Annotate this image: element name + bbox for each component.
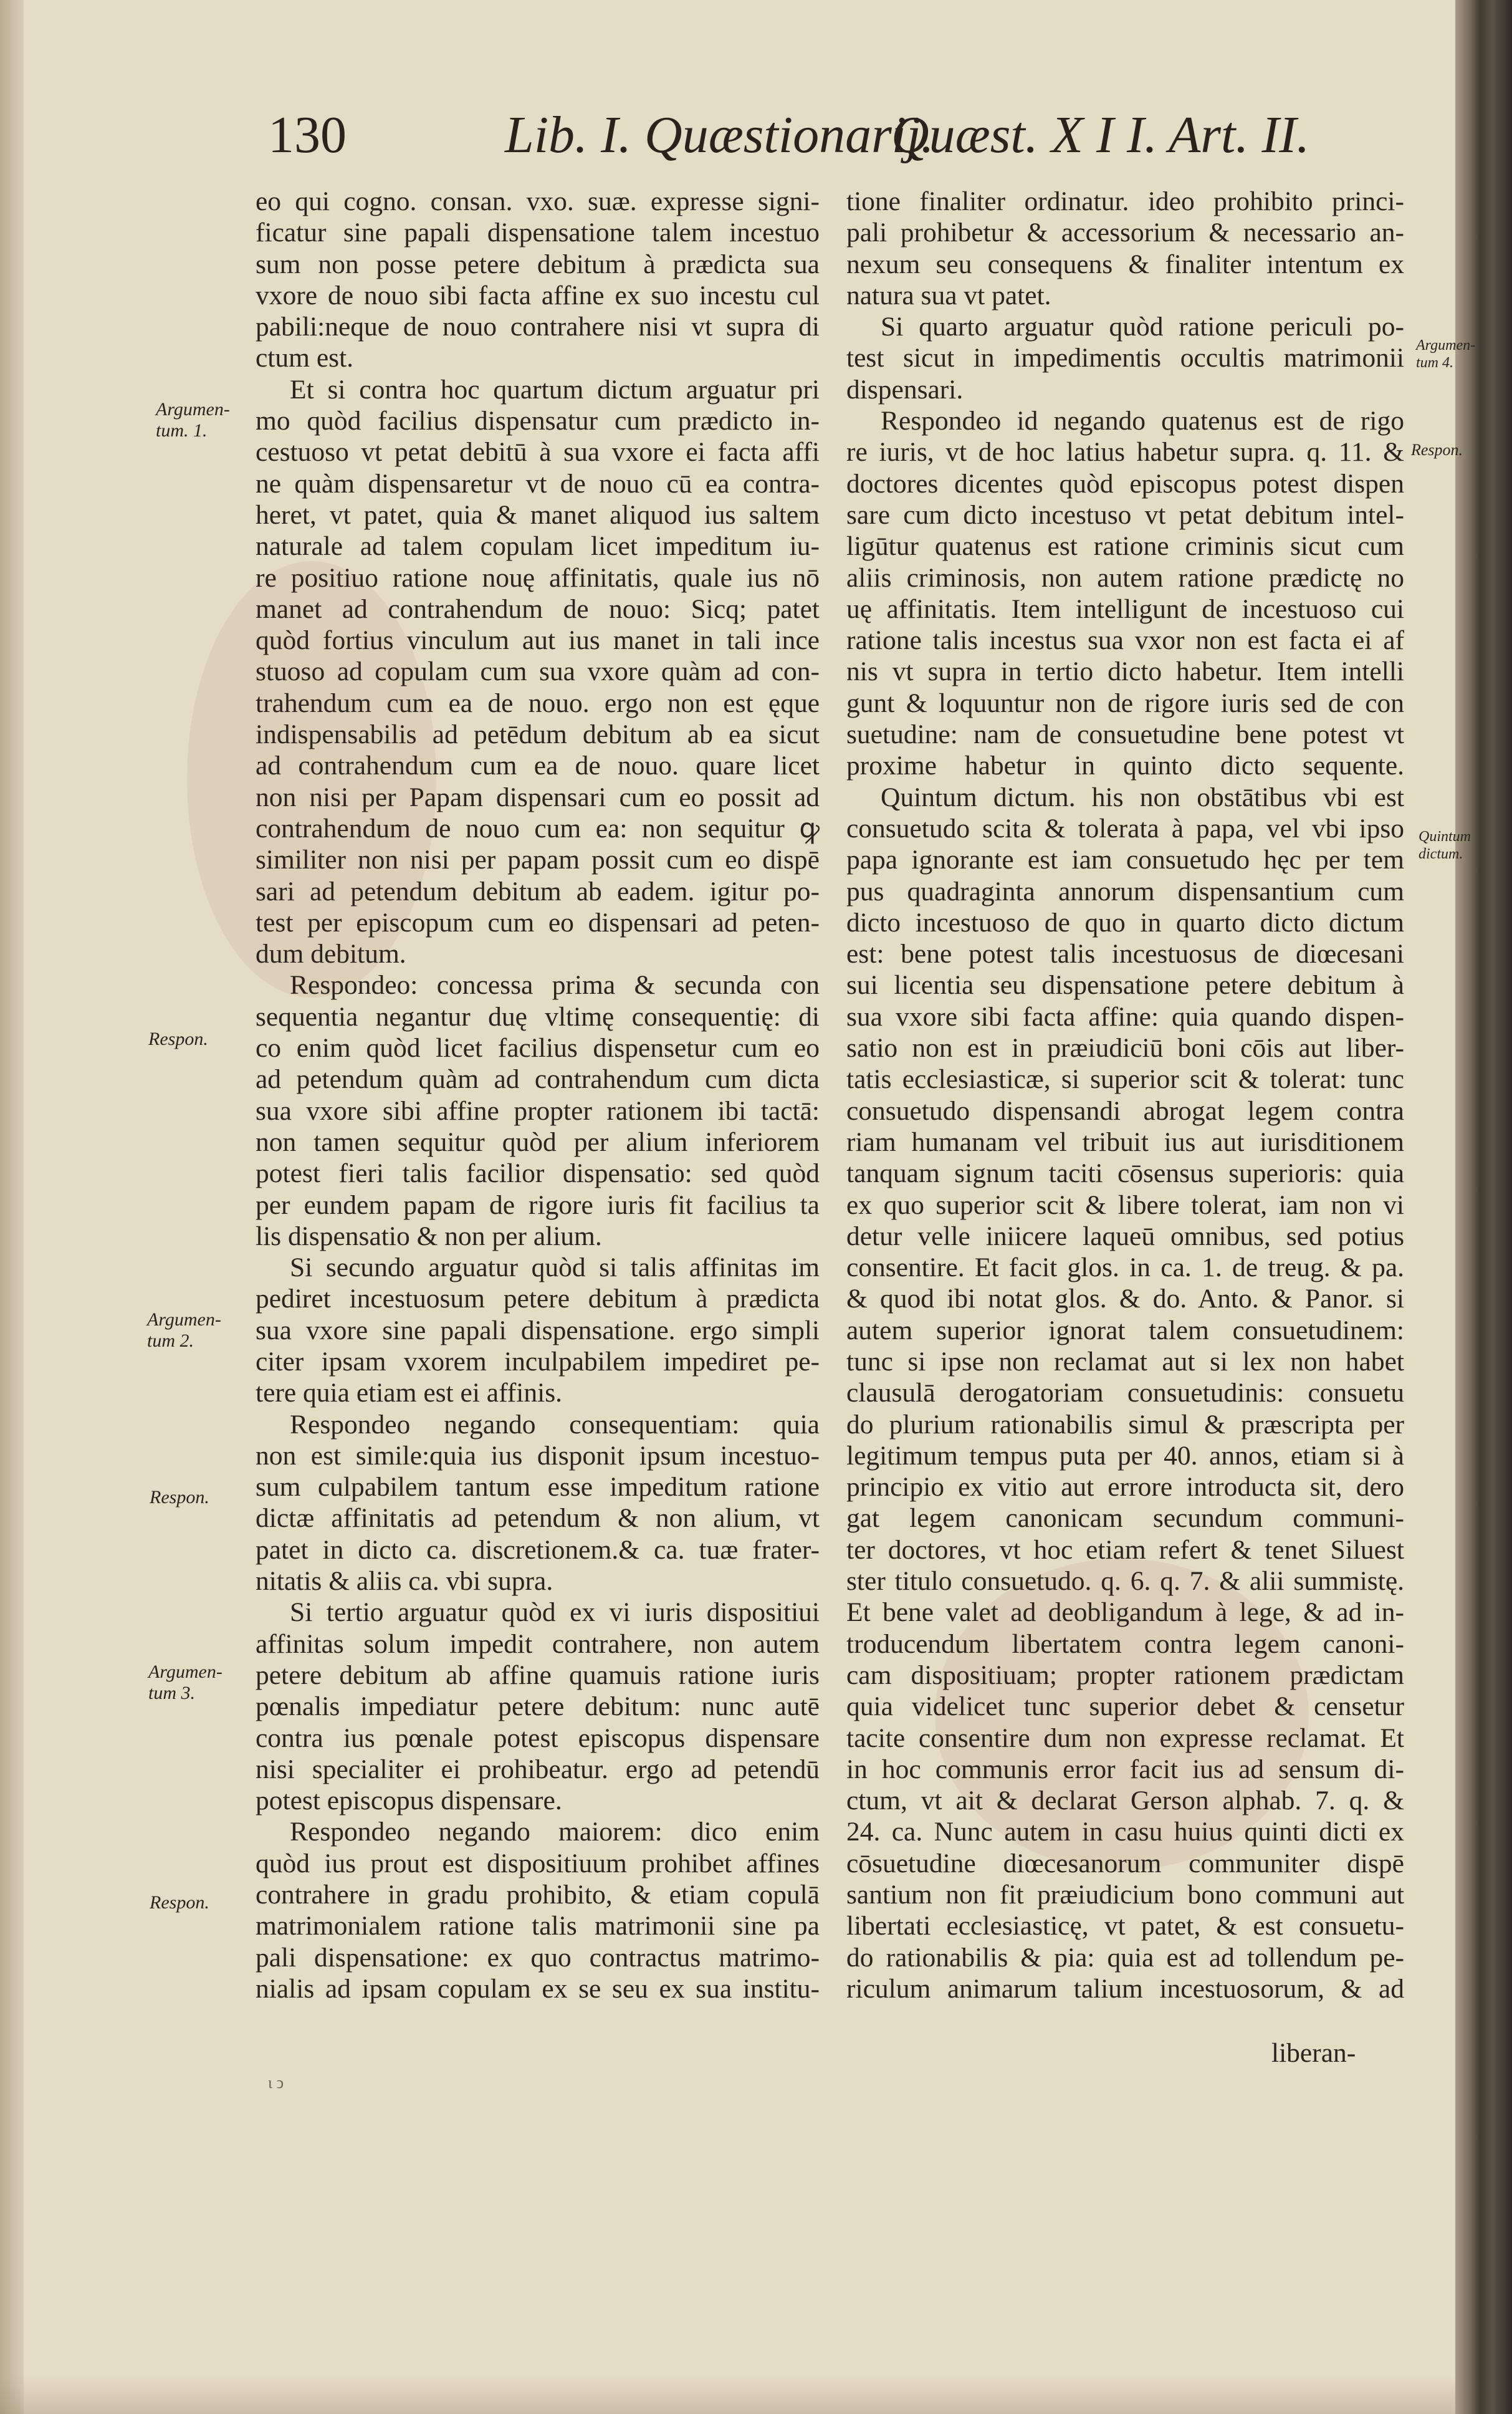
running-head-question: Quæst. X I I. bbox=[891, 106, 1157, 164]
text-line: uę affinitatis. Item intelligunt de incestuoso cui bbox=[846, 594, 1404, 624]
text-line: nitatis & aliis ca. vbi supra. bbox=[256, 1566, 553, 1597]
text-line: ster titulo consuetudo. q. 6. q. 7. & alii summistę. bbox=[846, 1566, 1404, 1597]
text-line: tanquam signum taciti cōsensus superioris: quia bbox=[846, 1158, 1404, 1189]
text-line: non nisi per Papam dispensari cum eo possit ad bbox=[256, 782, 820, 812]
text-line: pus quadraginta annorum dispensantium cum bbox=[846, 876, 1404, 906]
text-line: quòd ius prout est dispositiuum prohibet affines bbox=[256, 1848, 820, 1878]
text-line: riculum animarum talium incestuosorum, & ad bbox=[846, 1973, 1404, 2004]
text-line: 24. ca. Nunc autem in casu huius quinti dicti ex bbox=[846, 1817, 1404, 1847]
text-line: ligūtur quatenus est ratione criminis sicut cum bbox=[846, 531, 1404, 562]
running-head-book: Lib. I. Quæstionarij. bbox=[505, 106, 934, 164]
text-line: pœnalis impediatur petere debitum: nunc autē bbox=[256, 1691, 820, 1722]
page-bottom-shadow bbox=[0, 2377, 1455, 2414]
margin-note-argument-3: Argumen- tum 3. bbox=[148, 1661, 222, 1703]
text-line: potest episcopus dispensare. bbox=[256, 1786, 562, 1816]
text-line: ctum, vt ait & declarat Gerson alphab. 7. q. & bbox=[846, 1786, 1404, 1816]
text-line: est: bene potest talis incestuosus de diœcesani bbox=[846, 939, 1404, 969]
margin-note-argument-4: Argumen- tum 4. bbox=[1416, 337, 1476, 371]
text-line: Si tertio arguatur quòd ex vi iuris dispositiui bbox=[290, 1597, 820, 1628]
text-line: riam humanam vel tribuit ius aut iurisditionem bbox=[846, 1127, 1404, 1157]
text-line: cōsuetudine diœcesanorum communiter dispē bbox=[846, 1848, 1404, 1878]
text-line: indispensabilis ad petēdum debitum ab ea sicut bbox=[256, 719, 820, 750]
text-line: mo quòd facilius dispensatur cum prædicto in- bbox=[256, 406, 820, 436]
text-line: consuetudo dispensandi abrogat legem contra bbox=[846, 1095, 1404, 1126]
text-line: contra ius pœnale potest episcopus dispensare bbox=[256, 1723, 820, 1753]
running-head bbox=[268, 105, 1328, 180]
text-line: Quintum dictum. his non obstātibus vbi est bbox=[881, 782, 1404, 812]
text-line: patet in dicto ca. discretionem.& ca. tuæ frater- bbox=[256, 1534, 820, 1565]
text-line: consuetudo scita & tolerata à papa, vel vbi ipso bbox=[846, 813, 1404, 844]
text-line: potest fieri talis facilior dispensatio: sed quòd bbox=[256, 1158, 820, 1189]
text-line: ne quàm dispensaretur vt de nouo cū ea contra- bbox=[256, 468, 820, 499]
text-line: gunt & loquuntur non de rigore iuris sed de con bbox=[846, 688, 1404, 718]
text-line: tunc si ipse non reclamat aut si lex non habet bbox=[846, 1346, 1404, 1377]
text-line: Si quarto arguatur quòd ratione periculi po- bbox=[881, 312, 1404, 342]
catchword: liberan- bbox=[1271, 2038, 1356, 2068]
text-line: quòd fortius vinculum aut ius manet in tali ince bbox=[256, 625, 820, 656]
text-line: tatis ecclesiasticæ, si superior scit & tolerat: tunc bbox=[846, 1064, 1404, 1095]
text-line: proxime habetur in quinto dicto sequente. bbox=[846, 751, 1404, 781]
text-line: ad petendum quàm ad contrahendum cum dicta bbox=[256, 1064, 820, 1095]
text-line: petere debitum ab affine quamuis ratione iuris bbox=[256, 1660, 820, 1690]
text-line: legitimum tempus puta per 40. annos, etiam si à bbox=[846, 1440, 1404, 1471]
text-line: principio ex vitio aut errore introducta sit, dero bbox=[846, 1472, 1404, 1503]
text-line: eo qui cogno. consan. vxo. suæ. expresse signi- bbox=[256, 186, 820, 216]
text-line: tacite consentire dum non expresse reclamat. Et bbox=[846, 1723, 1404, 1753]
page-number: 130 bbox=[268, 106, 347, 164]
text-line: in hoc communis error facit ius ad sensum di- bbox=[846, 1754, 1404, 1784]
text-line: contrahere in gradu prohibito, & etiam copulā bbox=[256, 1880, 820, 1910]
text-line: stuoso ad copulam cum sua vxore quàm ad con- bbox=[256, 656, 820, 687]
text-line: autem superior ignorat talem consuetudinem: bbox=[846, 1315, 1404, 1345]
text-line: satio non est in præiudiciū boni cōis aut liber- bbox=[846, 1033, 1404, 1064]
text-line: papa ignorante est iam consuetudo hęc per tem bbox=[846, 845, 1404, 875]
text-line: troducendum libertatem contra legem canoni- bbox=[846, 1628, 1404, 1659]
text-line: ad contrahendum cum ea de nouo. quare licet bbox=[256, 751, 820, 781]
text-line: dictæ affinitatis ad petendum & non alium, vt bbox=[256, 1503, 820, 1534]
text-line: affinitas solum impedit contrahere, non autem bbox=[256, 1628, 820, 1659]
text-line: test sicut in impedimentis occultis matrimonii bbox=[846, 343, 1404, 373]
text-line: ctum est. bbox=[256, 343, 354, 373]
text-line: nis vt supra in tertio dicto habetur. Item intelli bbox=[846, 656, 1404, 687]
text-line: pali prohibetur & accessorium & necessario an- bbox=[846, 218, 1404, 248]
text-line: ficatur sine papali dispensatione talem incestuo bbox=[256, 218, 820, 248]
text-line: lis dispensatio & non per alium. bbox=[256, 1221, 602, 1251]
text-line: heret, vt patet, quia & manet aliquod ius saltem bbox=[256, 499, 820, 530]
text-line: clausulā derogatoriam consuetudinis: consuetu bbox=[846, 1378, 1404, 1408]
text-line: vxore de nouo sibi facta affine ex suo incestu cul bbox=[256, 280, 820, 310]
text-line: contrahendum de nouo cum ea: non sequitur ꝙ bbox=[256, 813, 820, 844]
text-line: per eundem papam de rigore iuris fit facilius ta bbox=[256, 1190, 820, 1220]
text-column-left bbox=[256, 186, 820, 2004]
text-line: dicto incestuoso de quo in quarto dicto dictum bbox=[846, 907, 1404, 938]
text-line: ter doctores, vt hoc etiam refert & tenet Siluest bbox=[846, 1534, 1404, 1565]
text-line: sua vxore sine papali dispensatione. ergo simpli bbox=[256, 1315, 820, 1345]
text-line: santium non fit præiudicium bono communi aut bbox=[846, 1880, 1404, 1910]
text-line: Respondeo id negando quatenus est de rigo bbox=[881, 406, 1404, 436]
text-line: sari ad petendum debitum ab eadem. igitur po- bbox=[256, 876, 820, 906]
margin-note-response: Respon. bbox=[148, 1029, 208, 1049]
text-line: aliis criminosis, non autem ratione prædictę no bbox=[846, 562, 1404, 593]
text-line: do rationabilis & pia: quia est ad tollendum pe- bbox=[846, 1942, 1404, 1973]
text-line: dispensari. bbox=[846, 374, 964, 405]
text-line: manet ad contrahendum de nouo: Sicq; patet bbox=[256, 594, 820, 624]
text-line: dum debitum. bbox=[256, 939, 406, 969]
text-line: Et bene valet ad deobligandum à lege, & ad in- bbox=[846, 1597, 1404, 1628]
margin-note-response: Respon. bbox=[150, 1892, 209, 1913]
text-line: sum culpabilem tantum esse impeditum ratione bbox=[256, 1472, 820, 1503]
text-line: & quod ibi notat glos. & do. Anto. & Panor. si bbox=[846, 1284, 1404, 1314]
text-line: sua vxore sibi facta affine: quia quando dispen- bbox=[846, 1001, 1404, 1032]
text-line: non est simile:quia ius disponit ipsum incestuo- bbox=[256, 1440, 820, 1471]
text-line: detur velle iniicere laqueū omnibus, sed potius bbox=[846, 1221, 1404, 1251]
text-line: pali dispensatione: ex quo contractus matrimo- bbox=[256, 1942, 820, 1973]
margin-note-argument-1: Argumen- tum. 1. bbox=[156, 399, 230, 441]
text-line: sui licentia seu dispensatione petere debitum à bbox=[846, 970, 1404, 1001]
text-line: pediret incestuosum petere debitum à prædicta bbox=[256, 1284, 820, 1314]
text-line: nexum seu consequens & finaliter intentum ex bbox=[846, 249, 1404, 279]
margin-note-argument-2: Argumen- tum 2. bbox=[147, 1309, 221, 1351]
text-line: sum non posse petere debitum à prædicta sua bbox=[256, 249, 820, 279]
text-line: quia videlicet tunc superior debet & censetur bbox=[846, 1691, 1404, 1722]
text-line: libertati ecclesiasticę, vt patet, & est consuetu- bbox=[846, 1911, 1404, 1941]
text-line: Si secundo arguatur quòd si talis affinitas im bbox=[290, 1253, 820, 1283]
text-line: cam dispositiuam; propter rationem prædictam bbox=[846, 1660, 1404, 1690]
text-line: gat legem canonicam secundum communi- bbox=[846, 1503, 1404, 1534]
margin-note-response: Respon. bbox=[150, 1487, 209, 1508]
text-line: similiter non nisi per papam possit cum eo dispē bbox=[256, 845, 820, 875]
text-line: Respondeo: concessa prima & secunda con bbox=[290, 970, 820, 1001]
text-line: citer ipsam vxorem inculpabilem impediret pe- bbox=[256, 1346, 820, 1377]
text-line: Respondeo negando maiorem: dico enim bbox=[290, 1817, 820, 1847]
text-line: Et si contra hoc quartum dictum arguatur pri bbox=[290, 374, 820, 405]
text-line: trahendum cum ea de nouo. ergo non est ęque bbox=[256, 688, 820, 718]
text-column-right bbox=[846, 186, 1404, 2004]
text-line: non tamen sequitur quòd per alium inferiorem bbox=[256, 1127, 820, 1157]
text-line: nialis ad ipsam copulam ex se seu ex sua institu- bbox=[256, 1973, 820, 2004]
text-line: naturale ad talem copulam licet impeditum iu- bbox=[256, 531, 820, 562]
running-head-article: Art. II. bbox=[1169, 106, 1310, 164]
text-line: ratione talis incestus sua vxor non est facta ei af bbox=[846, 625, 1404, 656]
text-line: natura sua vt patet. bbox=[846, 280, 1051, 310]
page-left-edge bbox=[0, 0, 24, 2414]
margin-note-fifth-statement: Quintum dictum. bbox=[1419, 829, 1471, 862]
text-line: do plurium rationabilis simul & præscripta per bbox=[846, 1409, 1404, 1440]
text-line: co enim quòd licet facilius dispensetur cum eo bbox=[256, 1033, 820, 1064]
margin-note-response: Respon. bbox=[1411, 441, 1463, 459]
text-line: consentire. Et facit glos. in ca. 1. de treug. & pa. bbox=[846, 1253, 1404, 1283]
text-line: test per episcopum cum eo dispensari ad peten- bbox=[256, 907, 820, 938]
text-line: matrimonialem ratione talis matrimonii sine pa bbox=[256, 1911, 820, 1941]
text-line: sequentia negantur duę vltimę consequentię: di bbox=[256, 1001, 820, 1032]
text-line: sare cum dicto incestuso vt petat debitum intel- bbox=[846, 499, 1404, 530]
text-line: sua vxore sibi affine propter rationem ibi tactā: bbox=[256, 1095, 820, 1126]
text-line: tione finaliter ordinatur. ideo prohibito princi- bbox=[846, 186, 1404, 216]
text-line: doctores dicentes quòd episcopus potest dispen bbox=[846, 468, 1404, 499]
text-line: nisi specialiter ei prohibeatur. ergo ad petendū bbox=[256, 1754, 820, 1784]
text-line: ex quo superior scit & libere tolerat, iam non vi bbox=[846, 1190, 1404, 1220]
text-line: suetudine: nam de consuetudine bene potest vt bbox=[846, 719, 1404, 750]
text-line: re iuris, vt de hoc latius habetur supra. q. 11. & bbox=[846, 437, 1404, 468]
text-line: re positiuo ratione nouę affinitatis, quale ius nō bbox=[256, 562, 820, 593]
signature-mark: ι ͻ bbox=[268, 2074, 284, 2092]
text-line: pabili:neque de nouo contrahere nisi vt supra di bbox=[256, 312, 820, 342]
text-line: Respondeo negando consequentiam: quia bbox=[290, 1409, 820, 1440]
text-line: cestuoso vt petat debitū à sua vxore ei facta affi bbox=[256, 437, 820, 468]
text-line: tere quia etiam est ei affinis. bbox=[256, 1378, 563, 1408]
